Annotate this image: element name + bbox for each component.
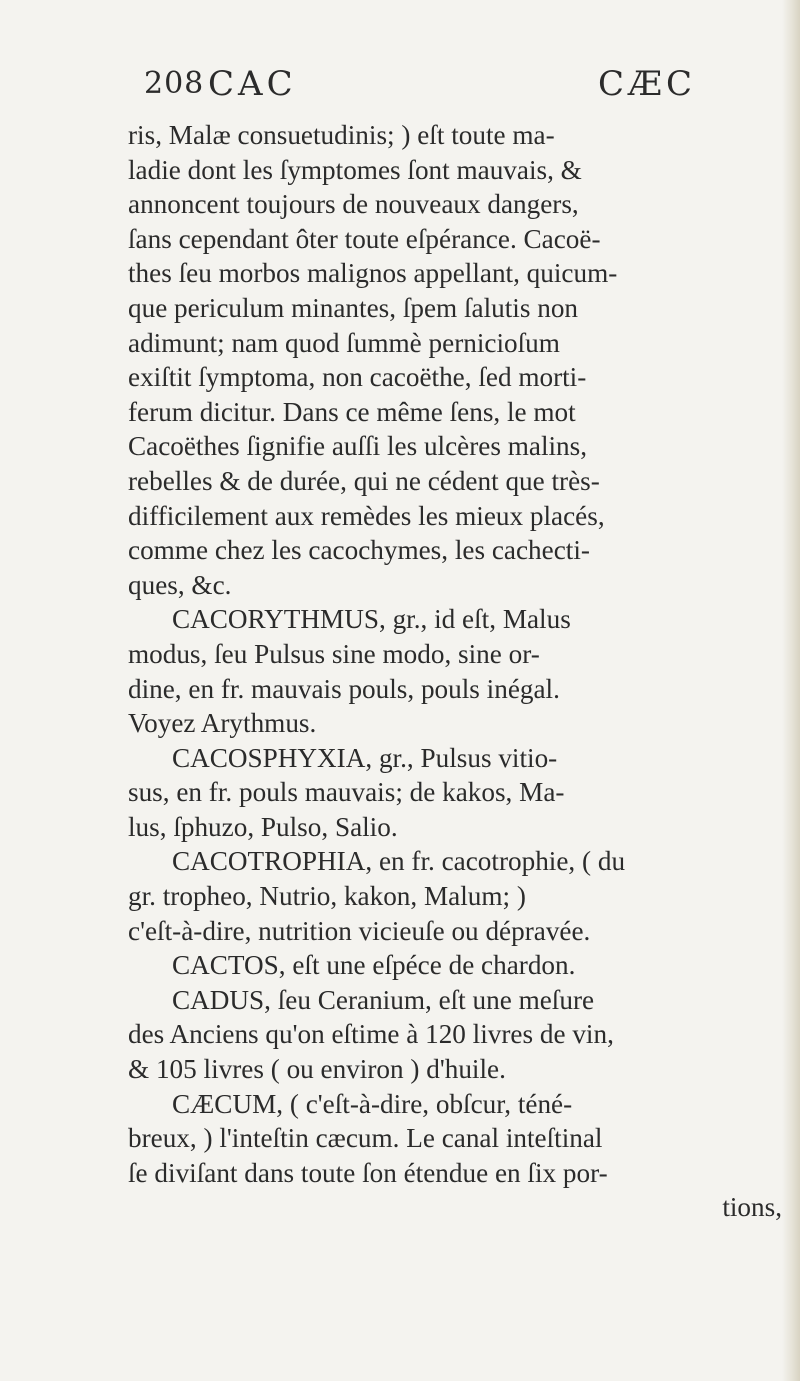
text-line: ladie dont les ſymptomes ſont mauvais, & — [128, 154, 582, 185]
right-running-head: CÆC — [598, 64, 697, 104]
left-running-head: CAC — [208, 64, 297, 104]
text-line: que periculum minantes, ſpem ſalutis non — [128, 292, 579, 323]
text-line: ſans cependant ôter toute eſpérance. Cacoë- — [128, 223, 601, 254]
text-line: ris, Malæ consuetudinis; ) eſt toute ma- — [128, 120, 555, 150]
text-line: rebelles & de durée, qui ne cédent que très- — [128, 465, 600, 496]
catchword-line: tions, — [722, 1192, 782, 1223]
text-line: comme chez les cacochymes, les cachecti- — [128, 535, 590, 566]
text-line: Voyez Arythmus. — [128, 708, 317, 739]
text-line: breux, ) l'inteſtin cæcum. Le canal inteſtinal — [128, 1123, 603, 1154]
text-line: thes ſeu morbos malignos appellant, quicum- — [128, 258, 618, 289]
text-line: Cacoëthes ſignifie auſſi les ulcères malins, — [128, 431, 588, 462]
book-page — [128, 58, 790, 1225]
body-text — [128, 118, 790, 1225]
text-line: adimunt; nam quod ſummè pernicioſum — [128, 327, 560, 358]
running-header — [128, 58, 790, 118]
text-line: & 105 livres ( ou environ ) d'huile. — [128, 1054, 506, 1085]
text-line: des Anciens qu'on eſtime à 120 livres de vin, — [128, 1019, 614, 1050]
text-line: ferum dicitur. Dans ce même ſens, le mot — [128, 396, 576, 427]
text-line: exiſtit ſymptoma, non cacoëthe, ſed morti- — [128, 362, 587, 393]
text-line: c'eſt-à-dire, nutrition vicieuſe ou dépravée. — [128, 915, 591, 946]
entry-cacotrophia: CACOTROPHIA, en fr. cacotrophie, ( du — [172, 846, 626, 877]
entry-cactos: CACTOS, eſt une eſpéce de chardon. — [172, 950, 576, 981]
text-line: modus, ſeu Pulsus sine modo, sine or- — [128, 638, 540, 669]
text-line: difficilement aux remèdes les mieux placés, — [128, 500, 605, 531]
entry-cacosphyxia: CACOSPHYXIA, gr., Pulsus vitio- — [172, 742, 558, 773]
text-line: lus, ſphuzo, Pulso, Salio. — [128, 811, 398, 842]
text-line: gr. tropheo, Nutrio, kakon, Malum; ) — [128, 881, 526, 912]
text-line: annoncent toujours de nouveaux dangers, — [128, 189, 579, 220]
entry-cadus: CADUS, ſeu Ceranium, eſt une meſure — [172, 984, 595, 1015]
text-line: ſe diviſant dans toute ſon étendue en ſix por- — [128, 1157, 608, 1188]
text-line: ques, &c. — [128, 569, 232, 600]
text-line: dine, en fr. mauvais pouls, pouls inégal. — [128, 673, 560, 704]
page-number: 208 — [144, 66, 205, 101]
entry-caecum: CÆCUM, ( c'eſt-à-dire, obſcur, téné- — [172, 1088, 573, 1119]
text-line: sus, en fr. pouls mauvais; de kakos, Ma- — [128, 777, 565, 808]
entry-cacorythmus: CACORYTHMUS, gr., id eſt, Malus — [172, 604, 571, 635]
